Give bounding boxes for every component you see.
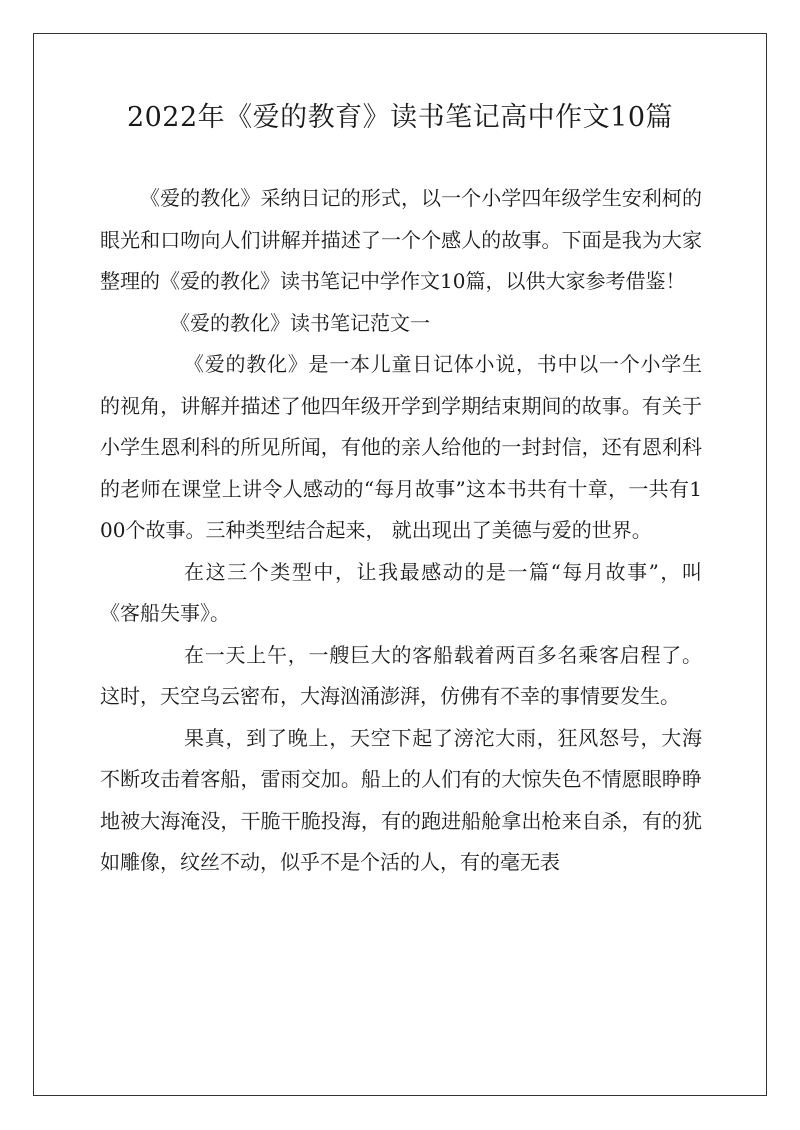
body-paragraph: 在这三个类型中，让我最感动的是一篇“每月故事”，叫《客船失事》。 xyxy=(100,559,702,625)
intro-paragraph: 《爱的教化》采纳日记的形式，以一个小学四年级学生安利柯的眼光和口吻向人们讲解并描述了一个个感人的故事。下面是我为大家整理的《爱的教化》读书笔记中学作文10篇，以供大家参考借鉴！ xyxy=(100,186,702,293)
body-paragraph: 《爱的教化》是一本儿童日记体小说，书中以一个小学生的视角，讲解并描述了他四年级开学到学期结束期间的故事。有关于小学生恩利科的所见所闻，有他的亲人给他的一封封信，还有恩利科的老师在课堂上讲令人感动的“每月故事”这本书共有十章，一共有100个故事。三种类型结合起来， 就出现出了美德与爱的世界。 xyxy=(100,352,702,542)
section-heading: 《爱的教化》读书笔记范文一 xyxy=(170,310,430,335)
document-body xyxy=(100,178,702,884)
body-paragraph: 果真，到了晚上，天空下起了滂沱大雨，狂风怒号，大海不断攻击着客船，雷雨交加。船上的人们有的大惊失色不情愿眼睁睁地被大海淹没，干脆干脆投海，有的跑进船舱拿出枪来自杀，有的犹如雕像，纹丝不动，似乎不是个活的人，有的毫无表 xyxy=(100,725,702,874)
document-title: 2022年《爱的教育》读书笔记高中作文10篇 xyxy=(126,102,674,133)
body-paragraph: 在一天上午，一艘巨大的客船载着两百多名乘客启程了。这时，天空乌云密布，大海汹涌澎湃，仿佛有不幸的事情要发生。 xyxy=(100,642,702,708)
